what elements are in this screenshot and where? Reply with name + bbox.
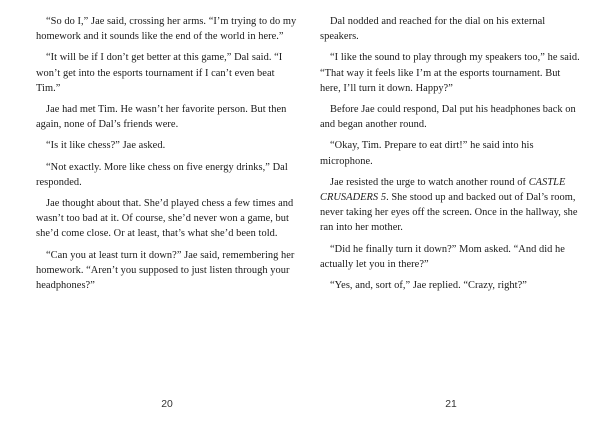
right-page (320, 14, 582, 299)
paragraph: Jae had met Tim. He wasn’t her favorite person. But then again, none of Dal’s friends were. (36, 104, 287, 131)
paragraph: “I like the sound to play through my speakers too,” he said. “That way it feels like I’m at the esports tournament. But here, I’ll turn it down. Happy?” (320, 52, 580, 94)
paragraph-with-title (320, 175, 582, 236)
paragraph: “It will be if I don’t get better at this game,” Dal said. “I won’t get into the esports tournament if I can’t even beat Tim.” (36, 52, 283, 94)
paragraph: Before Jae could respond, Dal put his headphones back on and began another round. (320, 104, 576, 131)
paragraph: Jae thought about that. She’d played chess a few times and wasn’t too bad at it. Of course, she’d never won a game, but she’d come close. Or at least, that’s what she’d been told. (36, 198, 294, 240)
paragraph: “Can you at least turn it down?” Jae said, remembering her homework. “Aren’t you supposed to just listen through your headphones?” (36, 249, 295, 292)
game-title: CASTLE CRUSADERS 5 (320, 176, 566, 204)
paragraph: “Not exactly. More like chess on five energy drinks,” Dal responded. (36, 161, 288, 188)
paragraph: Dal nodded and reached for the dial on his external speakers. (320, 16, 546, 43)
paragraph: “Okay, Tim. Prepare to eat dirt!” he said into his microphone. (320, 140, 534, 167)
page-number-left: 20 (161, 399, 173, 410)
paragraph: “So do I,” Jae said, crossing her arms. “I’m trying to do my homework and it sounds like the end of the world in here.” (36, 16, 297, 43)
text-segment: . She stood up and backed out of Dal’s room, never taking her eyes off the screen. Once in the hallway, she ran into her mother. (320, 192, 578, 234)
paragraph: “Is it like chess?” Jae asked. (46, 140, 166, 152)
text-segment: Jae resisted the urge to watch another round of (330, 176, 529, 188)
page-number-right: 21 (445, 399, 457, 410)
left-page (36, 14, 298, 299)
paragraph: “Yes, and, sort of,” Jae replied. “Crazy, right?” (330, 280, 527, 292)
paragraph: “Did he finally turn it down?” Mom asked. “And did he actually let you in there?” (320, 243, 565, 270)
